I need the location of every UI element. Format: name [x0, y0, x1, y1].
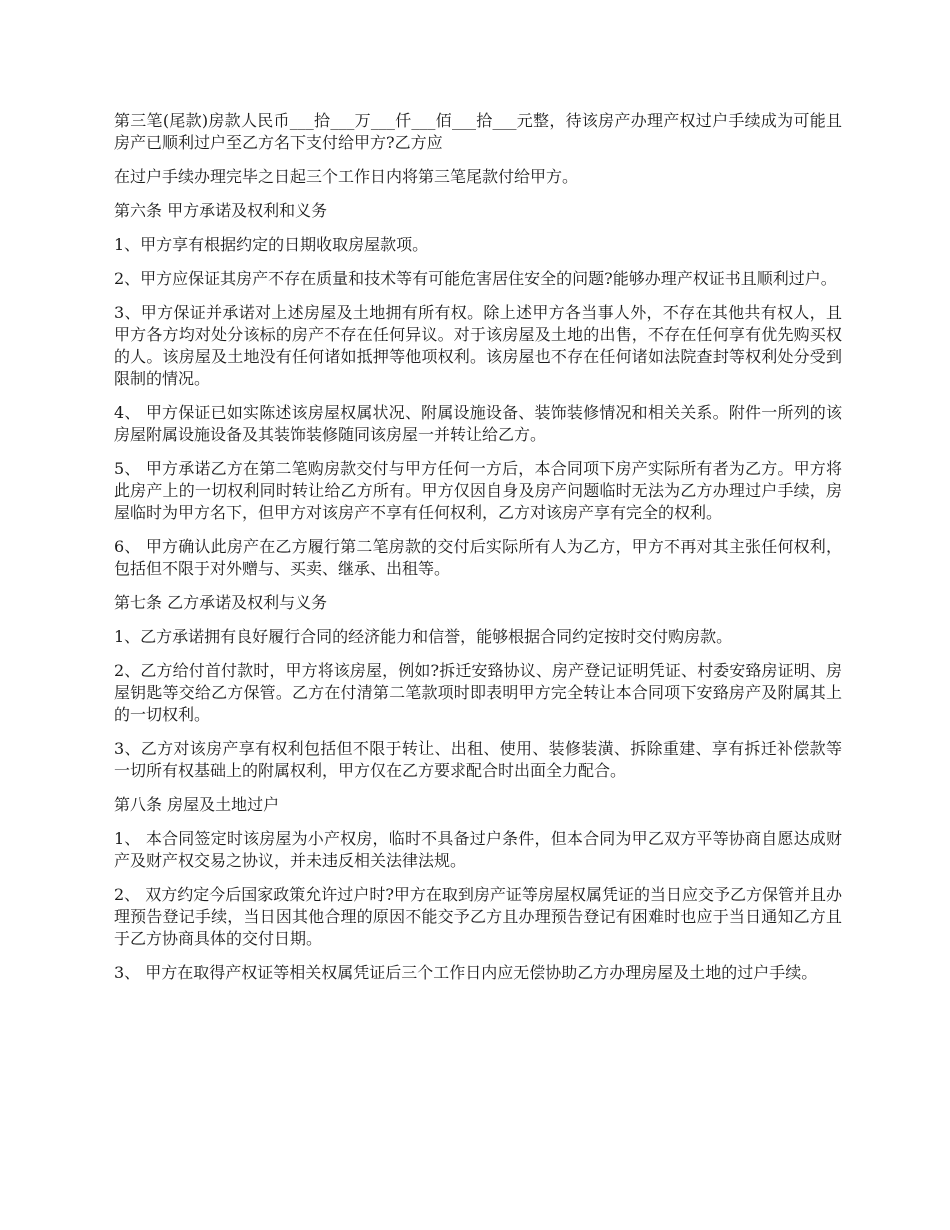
paragraph-article-6-item-6: 6、 甲方确认此房产在乙方履行第二笔房款的交付后实际所有人为乙方，甲方不再对其主张任何权利，包括但不限于对外赠与、买卖、继承、出租等。	[114, 537, 842, 578]
paragraph-article-6-item-4: 4、 甲方保证已如实陈述该房屋权属状况、附属设施设备、装饰装修情况和相关关系。附件一所列的该房屋附属设施设备及其装饰装修随同该房屋一并转让给乙方。	[114, 403, 842, 444]
paragraph-article-8-item-2: 2、 双方约定今后国家政策允许过户时?甲方在取到房产证等房屋权属凭证的当日应交予乙方保管并且办理预告登记手续，当日因其他合理的原因不能交予乙方且办理预告登记有困难时也应于当日通知乙方且于乙方协商具体的交付日期。	[114, 885, 842, 948]
section-heading-article-7: 第七条 乙方承诺及权利与义务	[114, 593, 328, 612]
paragraph-article-8-item-3: 3、 甲方在取得产权证等相关权属凭证后三个工作日内应无偿协助乙方办理房屋及土地的过户手续。	[114, 963, 818, 982]
paragraph-article-7-item-2: 2、乙方给付首付款时，甲方将该房屋，例如?拆迁安臵协议、房产登记证明凭证、村委安臵房证明、房屋钥匙等交给乙方保管。乙方在付清第二笔款项时即表明甲方完全转让本合同项下安臵房产及附属其上的一切权利。	[114, 661, 842, 724]
paragraph-article-7-item-1: 1、乙方承诺拥有良好履行合同的经济能力和信誉，能够根据合同约定按时交付购房款。	[114, 627, 733, 646]
paragraph-article-7-item-3: 3、乙方对该房产享有权利包括但不限于转让、出租、使用、装修装潢、拆除重建、享有拆迁补偿款等一切所有权基础上的附属权利，甲方仅在乙方要求配合时出面全力配合。	[114, 739, 842, 780]
paragraph-article-6-item-5: 5、 甲方承诺乙方在第二笔购房款交付与甲方任何一方后，本合同项下房产实际所有者为乙方。甲方将此房产上的一切权利同时转让给乙方所有。甲方仅因自身及房产问题临时无法为乙方办理过户手续，房屋临时为甲方名下，但甲方对该房产不享有任何权利，乙方对该房产享有完全的权利。	[114, 459, 842, 522]
paragraph-final-payment: 第三笔(尾款)房款人民币___拾___万___仟___佰___拾___元整，待该房产办理产权过户手续成为可能且房产已顺利过户至乙方名下支付给甲方?乙方应	[114, 111, 842, 152]
paragraph-article-6-item-2: 2、甲方应保证其房产不存在质量和技术等有可能危害居住安全的问题?能够办理产权证书且顺利过户。	[114, 269, 837, 288]
paragraph-payment-deadline: 在过户手续办理完毕之日起三个工作日内将第三笔尾款付给甲方。	[114, 167, 579, 186]
document-body	[114, 110, 842, 996]
paragraph-article-6-item-1: 1、甲方享有根据约定的日期收取房屋款项。	[114, 235, 429, 254]
section-heading-article-8: 第八条 房屋及土地过户	[114, 795, 280, 814]
paragraph-article-6-item-3: 3、甲方保证并承诺对上述房屋及土地拥有所有权。除上述甲方各当事人外，不存在其他共有权人，且甲方各方均对处分该标的房产不存在任何异议。对于该房屋及土地的出售，不存在任何享有优先购买权的人。该房屋及土地没有任何诸如抵押等他项权利。该房屋也不存在任何诸如法院查封等权利处分受到限制的情况。	[114, 303, 842, 388]
paragraph-article-8-item-1: 1、 本合同签定时该房屋为小产权房，临时不具备过户条件，但本合同为甲乙双方平等协商自愿达成财产及财产权交易之协议，并未违反相关法律法规。	[114, 829, 842, 870]
section-heading-article-6: 第六条 甲方承诺及权利和义务	[114, 201, 328, 220]
